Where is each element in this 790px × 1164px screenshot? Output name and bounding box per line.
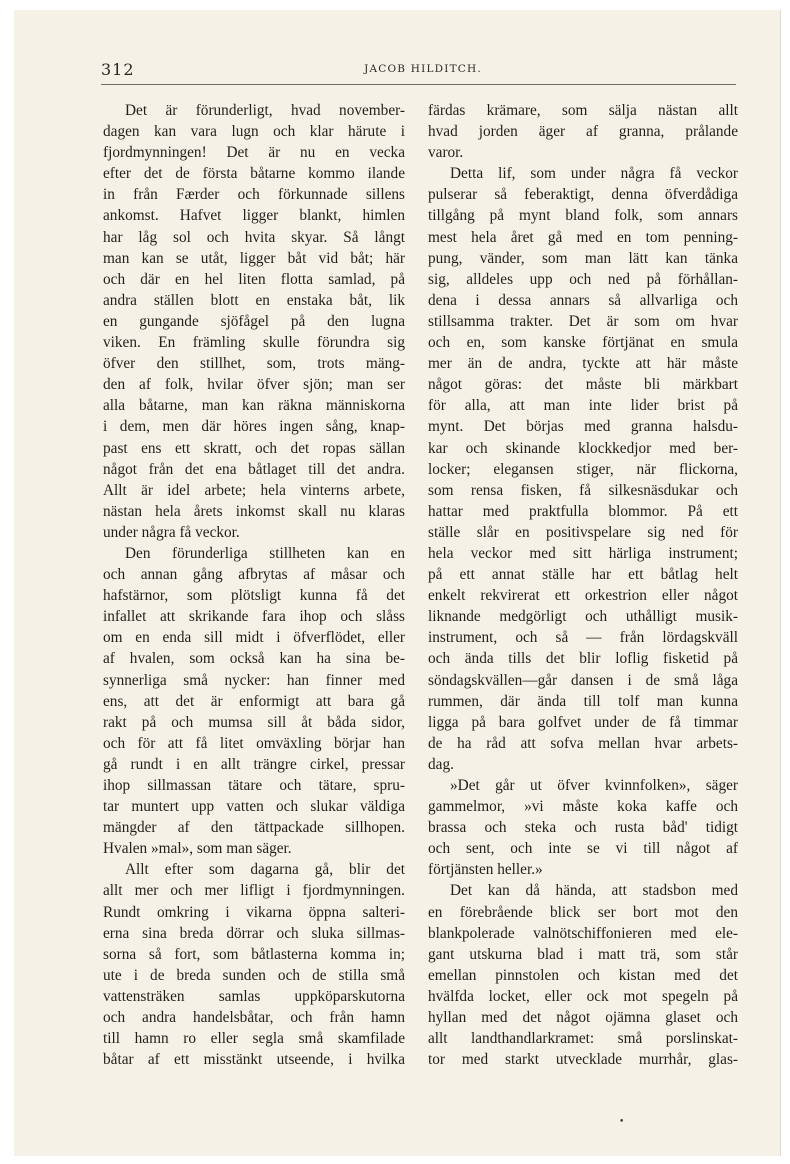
text-line: hattar med praktfulla blommor. På ett — [428, 502, 738, 520]
text-line: gant utskurna blad i matt trä, som står — [428, 945, 738, 963]
text-line: båtar af ett misstänkt utseende, i hvilka — [103, 1051, 405, 1069]
text-line: ute i de breda sunden och de stilla små — [103, 966, 405, 984]
text-line: Detta lif, som under några få veckor — [450, 165, 738, 183]
text-line: ligga på bara golfvet under de få timmar — [428, 713, 738, 731]
text-line: söndagskvällen—går dansen i de små låga — [428, 671, 738, 689]
text-line: Hvalen »mal», som man säger. — [103, 840, 292, 858]
header-rule — [101, 84, 736, 85]
text-line: past ens ett skratt, och det ropas sällan — [103, 439, 405, 457]
text-line: till hamn ro eller segla små skamfilade — [103, 1030, 405, 1048]
text-line: har låg sol och hvita skyar. Så långt — [103, 228, 405, 246]
text-line: pung, vänder, som man lätt kan tänka — [428, 249, 738, 267]
text-line: rakt på och mumsa sill åt båda sidor, — [103, 713, 405, 731]
text-line: allt landthandlarkramet: små porslinskat- — [428, 1030, 738, 1048]
text-line: ställe slår en positivspelare sig ned för — [428, 523, 738, 541]
text-line: infallet att skrikande fara ihop och slåss — [103, 608, 405, 626]
text-line: förtjänsten heller.» — [428, 861, 543, 879]
text-line: mest hela året gå med en tom penning- — [428, 228, 738, 246]
text-line: en förebrående blick ser bort mot den — [428, 903, 738, 921]
text-line: ihop sillmassan tätare och tätare, spru- — [103, 777, 405, 794]
text-line: vattensträken samlas uppköparskutorna — [103, 987, 405, 1005]
text-line: brassa och steka och rusta båd' tidigt — [428, 819, 738, 837]
text-line: pulserar så feberaktigt, denna öfverdådiga — [428, 186, 738, 204]
text-line: efter det de första båtarne kommo ilande — [103, 165, 405, 183]
text-line: liknande medgörligt och uthålligt musik- — [428, 608, 738, 626]
text-line: färdas krämare, som sälja nästan allt — [428, 102, 738, 119]
text-line: Den förunderliga stillheten kan en — [125, 544, 405, 562]
text-line: man kan se utåt, ligger båt vid båt; här — [103, 249, 405, 267]
text-line: för alla, att man inte lider brist på — [428, 397, 738, 415]
text-line: blankpolerade valnötschiffonieren med ele- — [428, 924, 738, 942]
left-column — [103, 100, 405, 1070]
text-line: mynt. Det börjas med granna halsdu- — [428, 418, 738, 436]
text-line: tar muntert upp vatten och slukar väldiga — [103, 798, 405, 816]
text-line: gå rundt i en allt trängre cirkel, pressar — [103, 755, 405, 773]
text-line: Det kan då hända, att stadsbon med — [450, 882, 738, 900]
text-line: hvälfda locket, eller ock mot spegeln på — [428, 987, 738, 1005]
text-line: dagen kan vara lugn och klar härute i — [103, 123, 405, 141]
text-line: instrument, och så — från lördagskväll — [428, 629, 738, 647]
footer-mark: • — [619, 1117, 625, 1127]
text-line: som rensa fisken, få silkesnäsdukar och — [428, 481, 738, 499]
running-head — [101, 60, 745, 84]
text-line: in från Færder och förkunnade sillens — [103, 186, 405, 204]
text-line: gammelmor, »vi måste koka kaffe och — [428, 798, 738, 816]
text-line: Allt är idel arbete; hela vinterns arbete, — [103, 481, 405, 499]
text-line: locker; elegansen stiger, när flickorna, — [428, 460, 738, 478]
text-line: hafstärnor, som plötsligt kunna få det — [103, 587, 405, 605]
running-head-author: JACOB HILDITCH. — [364, 63, 482, 75]
text-line: ankomst. Hafvet ligger blankt, himlen — [103, 207, 405, 225]
text-line: på ett annat ställe har ett båtlag helt — [428, 566, 738, 584]
text-line: och där en hel liten flotta samlad, på — [103, 270, 405, 288]
text-line: allt mer och mer lifligt i fjordmynningen. — [103, 882, 405, 900]
text-line: i dem, men där höres ingen sång, knap- — [103, 418, 405, 436]
text-line: hela veckor med sitt härliga instrument; — [428, 544, 738, 562]
text-line: dag. — [428, 755, 454, 773]
text-line: den af folk, hvilar öfver sjön; man ser — [103, 376, 405, 394]
text-line: hyllan med det något ojämna glaset och — [428, 1009, 738, 1027]
text-line: Det är förunderligt, hvad november- — [125, 102, 405, 119]
text-line: under några få veckor. — [103, 523, 240, 541]
text-line: synnerliga små nycker: han finner med — [103, 671, 405, 689]
text-line: fjordmynningen! Det är nu en vecka — [103, 144, 405, 162]
text-line: och en, som kanske förtjänat en smula — [428, 334, 738, 352]
text-line: och för att få litet omväxling börjar han — [103, 734, 405, 752]
text-line: nästan hela årets inkomst skall nu klaras — [103, 502, 405, 520]
text-line: något göras: det måste bli märkbart — [428, 376, 738, 394]
text-line: Rundt omkring i vikarna öppna salteri- — [103, 903, 405, 921]
text-line: något från det ena båtlaget till det andra. — [103, 460, 405, 478]
text-line: hvad jorden äger af granna, prålande — [428, 123, 738, 141]
text-line: andra ställen blott en enstaka båt, lik — [103, 291, 405, 309]
text-line: en gungande sjöfågel på den lugna — [103, 312, 405, 330]
text-line: tillgång på mynt bland folk, som annars — [428, 207, 738, 225]
text-line: om en enda sill midt i öfverflödet, eller — [103, 629, 405, 647]
text-line: och annan gång afbrytas af måsar och — [103, 566, 405, 584]
text-line: af hvalen, som också kan ha sina be- — [103, 650, 405, 668]
text-line: varor. — [428, 144, 464, 162]
text-line: och andra handelsbåtar, och från hamn — [103, 1009, 405, 1027]
text-line: och ända tills det blir loflig fisketid på — [428, 650, 738, 668]
text-line: erna sina breda dörrar och sluka sillmas- — [103, 924, 405, 942]
text-line: ens, att det är enformigt att bara gå — [103, 692, 405, 710]
text-line: Allt efter som dagarna gå, blir det — [125, 861, 405, 879]
text-line: rummen, där ända till tolf man kunna — [428, 692, 738, 710]
right-column — [428, 100, 738, 1070]
text-line: sorna så fort, som båtlasterna komma in; — [103, 945, 405, 963]
page-number: 312 — [101, 60, 135, 79]
text-line: sig, alldeles upp och ned på förhållan- — [428, 270, 738, 288]
text-line: tor med starkt utvecklade murrhår, glas- — [428, 1051, 738, 1069]
text-line: och sent, och inte se vi till något af — [428, 840, 738, 858]
text-line: emellan pinnstolen och kistan med det — [428, 966, 738, 984]
text-line: alla båtarne, man kan räkna människorna — [103, 397, 405, 415]
text-line: mer än de andra, tyckte att här måste — [428, 355, 738, 373]
text-line: stillsamma trakter. Det är som om hvar — [428, 312, 738, 330]
text-line: dena i dessa annars så allvarliga och — [428, 291, 738, 309]
text-line: öfver den stillhet, som, trots mäng- — [103, 355, 405, 373]
text-line: mängder af den tättpackade sillhopen. — [103, 819, 405, 837]
text-line: enkelt rekvirerat ett orkestrion eller något — [428, 587, 738, 605]
text-line: kar och skinande klockkedjor med ber- — [428, 439, 738, 457]
text-line: »Det går ut öfver kvinnfolken», säger — [450, 777, 738, 794]
text-line: de ha råd att sofva mellan hvar arbets- — [428, 734, 738, 752]
text-line: viken. En främling skulle förundra sig — [103, 334, 405, 352]
